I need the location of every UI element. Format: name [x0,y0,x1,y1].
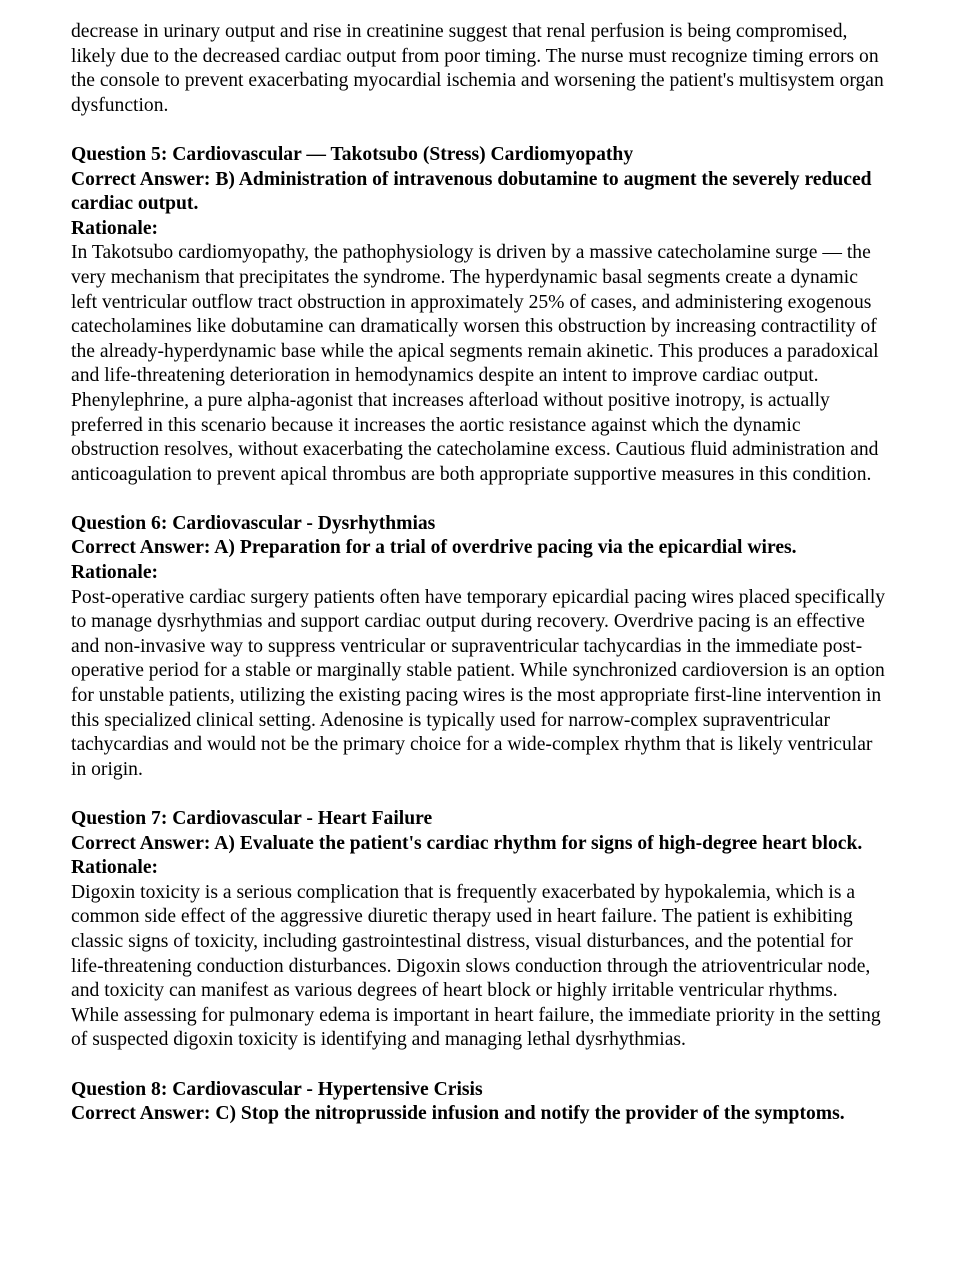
rationale-label: Rationale: [71,857,159,879]
question-title: Question 7: Cardiovascular - Heart Failure [71,808,433,829]
document-page [71,20,886,1127]
correct-answer: Correct Answer: A) Preparation for a trial of overdrive pacing via the epicardial wires. [71,537,797,559]
rationale-text: In Takotsubo cardiomyopathy, the pathophysiology is driven by a massive catecholamine surge — the very mechanism that precipitates the syndrome. The hyperdynamic basal segments create a dynamic left ventricular outflow tract obstruction in approximately 25% of cases, and administering exogenous catecholamines like dobutamine can dramatically worsen this obstruction by increasing contractility of the already-hyperdynamic base while the apical segments remain akinetic. This produces a paradoxical and life-threatening deterioration in hemodynamics despite an intent to improve cardiac output. Phenylephrine, a pure alpha-agonist that increases afterload without positive inotropy, is actually preferred in this scenario because it increases the aortic resistance against which the dynamic obstruction resolves, without exacerbating the catecholamine excess. Cautious fluid administration and anticoagulation to prevent apical thrombus are both appropriate supportive measures in this condition. [71,242,879,485]
spacer [71,1053,886,1078]
question-title: Question 5: Cardiovascular — Takotsubo (Stress) Cardiomyopathy [71,143,634,165]
question-title: Question 8: Cardiovascular - Hypertensive Crisis [71,1078,483,1100]
question-title: Question 6: Cardiovascular - Dysrhythmias [71,512,436,534]
question-7-section [71,807,886,1053]
question-6-section [71,512,886,783]
intro-paragraph: decrease in urinary output and rise in creatinine suggest that renal perfusion is being compromised, likely due to the decreased cardiac output from poor timing. The nurse must recognize timing errors on the console to prevent exacerbating myocardial ischemia and worsening the patient's multisystem organ dysfunction. [71,21,884,116]
question-8-section [71,1078,886,1127]
rationale-text: Post-operative cardiac surgery patients often have temporary epicardial pacing wires placed specifically to manage dysrhythmias and support cardiac output during recovery. Overdrive pacing is an effective and non-invasive way to suppress ventricular or supraventricular tachycardias in the immediate post-operative period for a stable or marginally stable patient. While synchronized cardioversion is an option for unstable patients, utilizing the existing pacing wires is the most appropriate first-line intervention in this specialized clinical setting. Adenosine is typically used for narrow-complex supraventricular tachycardias and would not be the primary choice for a wide-complex rhythm that is likely ventricular in origin. [71,586,886,780]
spacer [71,118,886,143]
correct-answer: Correct Answer: B) Administration of intravenous dobutamine to augment the severely reduced cardiac output. [71,168,872,215]
rationale-label: Rationale: [71,562,159,584]
spacer [71,782,886,807]
correct-answer: Correct Answer: A) Evaluate the patient's cardiac rhythm for signs of high-degree heart block. [71,832,863,854]
correct-answer: Correct Answer: C) Stop the nitroprusside infusion and notify the provider of the symptoms. [71,1103,845,1125]
spacer [71,487,886,512]
rationale-text: Digoxin toxicity is a serious complication that is frequently exacerbated by hypokalemia, which is a common side effect of the aggressive diuretic therapy used in heart failure. The patient is exhibiting classic signs of toxicity, including gastrointestinal distress, visual disturbances, and the potential for life-threatening conduction disturbances. Digoxin slows conduction through the atrioventricular node, and toxicity can manifest as various degrees of heart block or highly irritable ventricular rhythms. While assessing for pulmonary edema is important in heart failure, the immediate priority in the setting of suspected digoxin toxicity is identifying and managing lethal dysrhythmias. [71,881,881,1051]
question-5-section [71,143,886,487]
rationale-label: Rationale: [71,217,159,239]
